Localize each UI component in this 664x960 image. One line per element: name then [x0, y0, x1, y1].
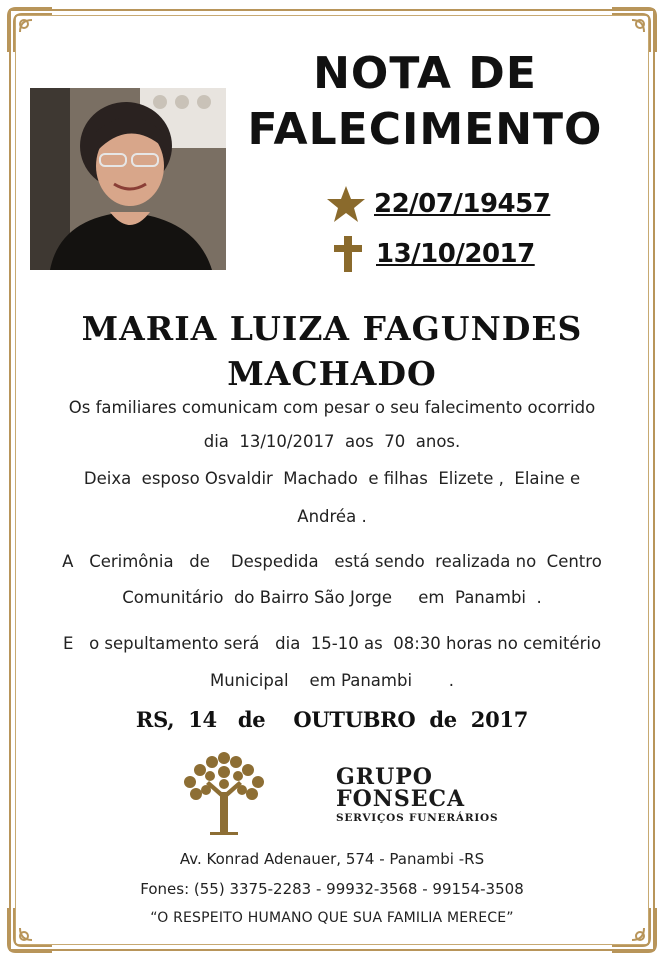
body-text-line: Municipal em Panambi . — [210, 671, 454, 690]
star-icon — [326, 184, 366, 224]
cross-icon — [328, 234, 368, 274]
deceased-name: MARIA LUIZA FAGUNDES — [81, 309, 583, 348]
company-address: Av. Konrad Adenauer, 574 - Panambi -RS — [179, 850, 485, 868]
notice-title: FALECIMENTO — [247, 104, 603, 155]
body-text-line: E o sepultamento será dia 15-10 as 08:30 horas no cemitério — [62, 634, 602, 653]
death-date: 13/10/2017 — [376, 239, 535, 269]
death-date-row — [328, 234, 535, 274]
body-text-line: Andréa . — [297, 507, 367, 526]
birth-date: 22/07/19457 — [374, 189, 551, 219]
company-motto: “O RESPEITO HUMANO QUE SUA FAMILIA MERECE” — [150, 910, 514, 926]
place-date: RS, 14 de OUTUBRO de 2017 — [135, 707, 529, 732]
company-name: GRUPO — [336, 764, 433, 790]
body-text-line: Deixa esposo Osvaldir Machado e filhas Elizete , Elaine e — [83, 469, 581, 488]
body-text-line: Os familiares comunicam com pesar o seu falecimento ocorrido — [68, 398, 596, 417]
company-brand — [336, 766, 498, 824]
tree-logo-icon — [176, 748, 272, 838]
body-text-line: Comunitário do Bairro São Jorge em Panambi . — [122, 588, 542, 607]
birth-date-row — [326, 184, 550, 224]
corner-ornament-icon — [606, 2, 662, 58]
company-name: FONSECA — [336, 786, 466, 812]
notice-title: NOTA DE — [313, 48, 537, 99]
corner-ornament-icon — [2, 2, 58, 58]
company-tagline: SERVIÇOS FUNERÁRIOS — [336, 812, 499, 824]
deceased-name: MACHADO — [227, 354, 437, 393]
portrait-photo — [30, 88, 226, 270]
body-text-line: dia 13/10/2017 aos 70 anos. — [203, 432, 461, 451]
company-phones: Fones: (55) 3375-2283 - 99932-3568 - 99154-3508 — [140, 880, 524, 898]
body-text-line: A Cerimônia de Despedida está sendo realizada no Centro — [62, 552, 602, 571]
